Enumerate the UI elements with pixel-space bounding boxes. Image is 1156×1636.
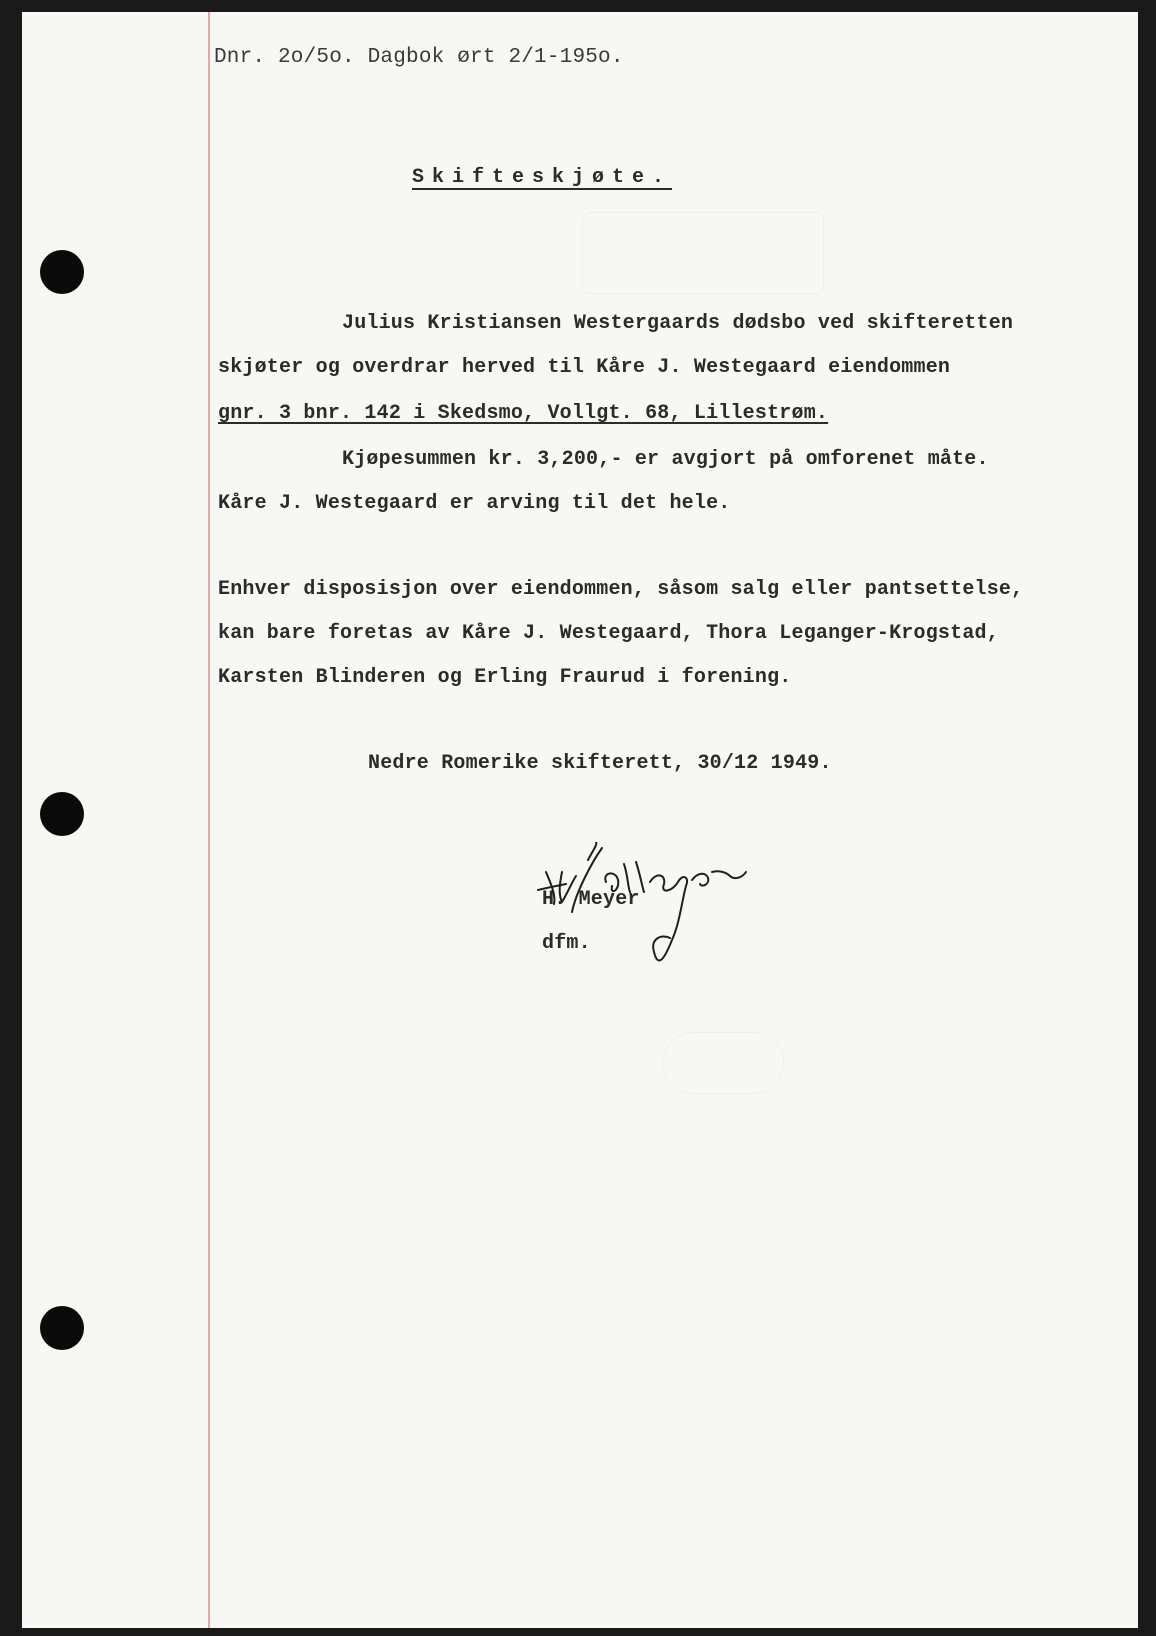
- paragraph3-line: Enhver disposisjon over eiendommen, såsom salg eller pantsettelse,: [218, 578, 1024, 601]
- place-date: Nedre Romerike skifterett, 30/12 1949.: [368, 752, 832, 775]
- paragraph3-line: Karsten Blinderen og Erling Fraurud i forening.: [218, 666, 792, 689]
- paragraph2-line: Kjøpesummen kr. 3,200,- er avgjort på omforenet måte.: [342, 448, 989, 471]
- punch-hole: [40, 1306, 84, 1350]
- punch-hole: [40, 792, 84, 836]
- signatory-title: dfm.: [542, 932, 591, 955]
- punch-hole: [40, 250, 84, 294]
- document-title: Skifteskjøte.: [412, 166, 673, 189]
- paragraph1-line: skjøter og overdrar herved til Kåre J. Westegaard eiendommen: [218, 356, 951, 379]
- faint-bleedthrough: [582, 212, 824, 294]
- document-page: [22, 12, 1138, 1628]
- handwritten-signature: [532, 842, 772, 1002]
- paragraph1-line: Julius Kristiansen Westergaards dødsbo ved skifteretten: [342, 312, 1014, 335]
- paragraph2-line: Kåre J. Westegaard er arving til det hele.: [218, 492, 731, 515]
- reference-line: Dnr. 2o/5o. Dagbok ørt 2/1-195o.: [214, 46, 624, 69]
- margin-rule: [208, 12, 210, 1628]
- paragraph3-line: kan bare foretas av Kåre J. Westegaard, Thora Leganger-Krogstad,: [218, 622, 999, 645]
- property-description: gnr. 3 bnr. 142 i Skedsmo, Vollgt. 68, Lillestrøm.: [218, 402, 829, 425]
- signatory-name: H. Meyer: [542, 888, 640, 911]
- faint-bleedthrough: [662, 1032, 784, 1094]
